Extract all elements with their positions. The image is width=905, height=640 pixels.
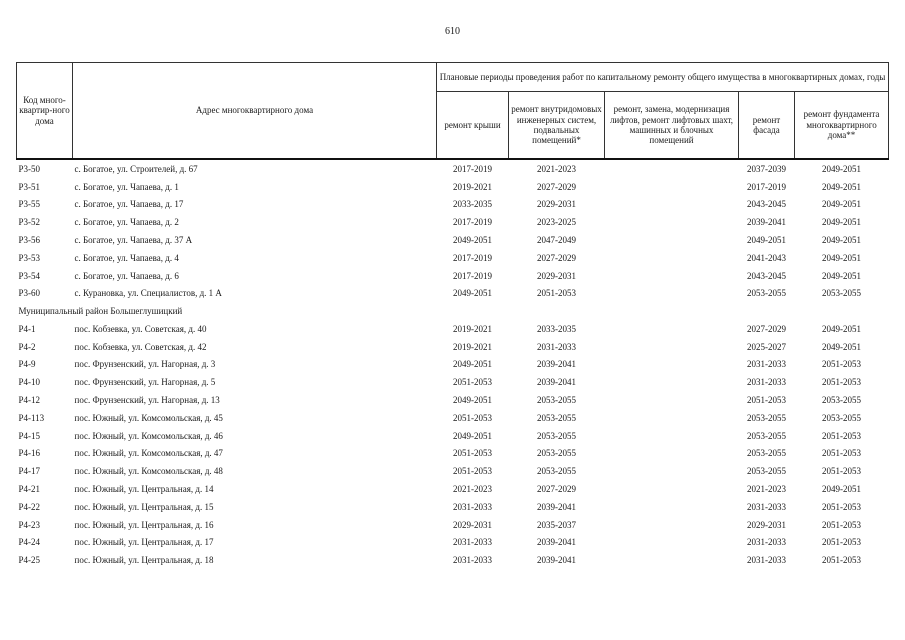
foundation-period-cell: 2051-2053 [822,359,862,370]
house-code-cell: Р4-25 [18,555,41,566]
address-cell: пос. Южный, ул. Комсомольская, д. 47 [74,448,223,459]
elevators-period-cell [605,338,739,356]
address-cell: пос. Фрунзенский, ул. Нагорная, д. 13 [74,395,220,406]
periods-group-header: Плановые периоды проведения работ по капитальному ремонту общего имущества в многоквартирных домах, годы [437,63,889,92]
engineering-period-cell: 2039-2041 [537,359,576,370]
address-cell: пос. Кобзевка, ул. Советская, д. 42 [74,341,207,352]
table-row [17,159,889,178]
house-code-cell: Р3-60 [18,288,41,299]
engineering-period-cell: 2021-2023 [537,163,576,174]
engineering-period-cell: 2033-2035 [537,323,576,334]
house-code-cell: Р3-54 [18,270,41,281]
engineering-period-cell: 2029-2031 [537,199,576,210]
facade-period-cell: 2053-2055 [747,448,786,459]
facade-period-cell: 2037-2039 [747,163,786,174]
house-code-cell: Р4-23 [18,519,41,530]
table-row [17,178,889,196]
elevators-period-cell [605,480,739,498]
facade-column-header: ремонт фасада [739,92,795,160]
address-cell: пос. Южный, ул. Комсомольская, д. 45 [74,412,223,423]
address-cell: с. Богатое, ул. Чапаева, д. 17 [74,199,184,210]
address-cell: с. Богатое, ул. Чапаева, д. 2 [74,217,179,228]
address-cell: пос. Южный, ул. Центральная, д. 14 [74,484,214,495]
elevators-period-cell [605,196,739,214]
engineering-period-cell: 2039-2041 [537,501,576,512]
roof-period-cell: 2017-2019 [453,163,492,174]
roof-period-cell: 2049-2051 [453,234,492,245]
elevators-column-header: ремонт, замена, модернизация лифтов, ремонт лифтовых шахт, машинных и блочных помещений [605,92,739,160]
engineering-period-cell: 2027-2029 [537,181,576,192]
address-cell: пос. Южный, ул. Центральная, д. 18 [74,555,214,566]
elevators-period-cell [605,285,739,303]
foundation-period-cell: 2051-2053 [822,537,862,548]
address-cell: пос. Фрунзенский, ул. Нагорная, д. 3 [74,359,216,370]
foundation-period-cell: 2053-2055 [822,412,862,423]
house-code-cell: Р4-16 [18,448,41,459]
roof-period-cell: 2019-2021 [453,323,492,334]
facade-period-cell: 2053-2055 [747,466,786,477]
address-cell: с. Богатое, ул. Чапаева, д. 37 А [74,234,193,245]
roof-period-cell: 2029-2031 [453,519,492,530]
address-cell: пос. Южный, ул. Центральная, д. 17 [74,537,214,548]
elevators-period-cell [605,498,739,516]
address-cell: пос. Южный, ул. Комсомольская, д. 48 [74,466,223,477]
facade-period-cell: 2031-2033 [747,359,786,370]
table-row [17,249,889,267]
foundation-period-cell: 2049-2051 [822,199,862,210]
table-row [17,534,889,552]
facade-period-cell: 2049-2051 [747,234,786,245]
address-cell: пос. Фрунзенский, ул. Нагорная, д. 5 [74,377,216,388]
facade-period-cell: 2043-2045 [747,270,786,281]
foundation-period-cell: 2049-2051 [822,217,862,228]
roof-column-header: ремонт крыши [437,92,509,160]
elevators-period-cell [605,320,739,338]
foundation-period-cell: 2049-2051 [822,270,862,281]
code-column-header: Код много-квартир-ного дома [17,63,73,160]
district-row [17,302,889,320]
house-code-cell: Р3-50 [18,163,41,174]
roof-period-cell: 2031-2033 [453,537,492,548]
facade-period-cell: 2041-2043 [747,252,786,263]
elevators-period-cell [605,427,739,445]
table-row [17,463,889,481]
engineering-period-cell: 2053-2055 [537,412,576,423]
elevators-period-cell [605,231,739,249]
house-code-cell: Р3-51 [18,181,41,192]
house-code-cell: Р4-113 [18,412,45,423]
elevators-period-cell [605,249,739,267]
engineering-period-cell: 2029-2031 [537,270,576,281]
address-cell: с. Богатое, ул. Чапаева, д. 6 [74,270,179,281]
table-row [17,409,889,427]
table-row [17,267,889,285]
engineering-period-cell: 2039-2041 [537,555,576,566]
foundation-period-cell: 2049-2051 [822,252,862,263]
district-name: Муниципальный район Большеглушицкий [18,306,183,317]
foundation-period-cell: 2053-2055 [822,288,862,299]
engineering-period-cell: 2039-2041 [537,537,576,548]
table-row [17,374,889,392]
elevators-period-cell [605,356,739,374]
address-column-header: Адрес многоквартирного дома [73,63,437,160]
elevators-period-cell [605,213,739,231]
elevators-period-cell [605,374,739,392]
facade-period-cell: 2053-2055 [747,430,786,441]
elevators-period-cell [605,463,739,481]
foundation-column-header: ремонт фундамента многоквартирного дома** [795,92,889,160]
elevators-period-cell [605,552,739,570]
roof-period-cell: 2017-2019 [453,252,492,263]
house-code-cell: Р3-55 [18,199,41,210]
facade-period-cell: 2025-2027 [747,341,786,352]
table-row [17,480,889,498]
roof-period-cell: 2051-2053 [453,377,492,388]
foundation-period-cell: 2049-2051 [822,323,862,334]
facade-period-cell: 2021-2023 [747,484,786,495]
house-code-cell: Р4-2 [18,341,36,352]
facade-period-cell: 2031-2033 [747,555,786,566]
roof-period-cell: 2017-2019 [453,217,492,228]
engineering-period-cell: 2053-2055 [537,466,576,477]
facade-period-cell: 2031-2033 [747,537,786,548]
elevators-period-cell [605,534,739,552]
house-code-cell: Р4-9 [18,359,36,370]
engineering-period-cell: 2053-2055 [537,448,576,459]
table-row [17,427,889,445]
engineering-column-header: ремонт внутридомовых инженерных систем, подвальных помещений* [509,92,605,160]
foundation-period-cell: 2051-2053 [822,555,862,566]
elevators-period-cell [605,267,739,285]
address-cell: пос. Кобзевка, ул. Советская, д. 40 [74,323,207,334]
table-row [17,196,889,214]
table-row [17,445,889,463]
engineering-period-cell: 2053-2055 [537,395,576,406]
house-code-cell: Р3-56 [18,234,41,245]
facade-period-cell: 2017-2019 [747,181,786,192]
roof-period-cell: 2049-2051 [453,430,492,441]
table-row [17,320,889,338]
address-cell: с. Богатое, ул. Чапаева, д. 4 [74,252,179,263]
elevators-period-cell [605,178,739,196]
facade-period-cell: 2053-2055 [747,412,786,423]
table-body [17,159,889,569]
elevators-period-cell [605,445,739,463]
table-row [17,285,889,303]
foundation-period-cell: 2051-2053 [822,430,862,441]
facade-period-cell: 2043-2045 [747,199,786,210]
facade-period-cell: 2039-2041 [747,217,786,228]
foundation-period-cell: 2049-2051 [822,181,862,192]
engineering-period-cell: 2031-2033 [537,341,576,352]
roof-period-cell: 2017-2019 [453,270,492,281]
facade-period-cell: 2053-2055 [747,288,786,299]
house-code-cell: Р4-21 [18,484,41,495]
house-code-cell: Р4-24 [18,537,41,548]
house-code-cell: Р3-53 [18,252,41,263]
engineering-period-cell: 2027-2029 [537,252,576,263]
facade-period-cell: 2051-2053 [747,395,786,406]
facade-period-cell: 2031-2033 [747,377,786,388]
roof-period-cell: 2021-2023 [453,484,492,495]
roof-period-cell: 2051-2053 [453,448,492,459]
roof-period-cell: 2051-2053 [453,466,492,477]
house-code-cell: Р4-15 [18,430,41,441]
foundation-period-cell: 2049-2051 [822,341,862,352]
table-row [17,516,889,534]
address-cell: с. Богатое, ул. Чапаева, д. 1 [74,181,179,192]
elevators-period-cell [605,159,739,178]
house-code-cell: Р4-22 [18,501,41,512]
facade-period-cell: 2029-2031 [747,519,786,530]
address-cell: с. Богатое, ул. Строителей, д. 67 [74,163,198,174]
facade-period-cell: 2027-2029 [747,323,786,334]
roof-period-cell: 2051-2053 [453,412,492,423]
page-number: 610 [445,26,460,37]
foundation-period-cell: 2053-2055 [822,395,862,406]
house-code-cell: Р4-12 [18,395,41,406]
roof-period-cell: 2019-2021 [453,181,492,192]
address-cell: с. Курановка, ул. Специалистов, д. 1 А [74,288,222,299]
roof-period-cell: 2049-2051 [453,395,492,406]
facade-period-cell: 2031-2033 [747,501,786,512]
foundation-period-cell: 2051-2053 [822,466,862,477]
foundation-period-cell: 2051-2053 [822,519,862,530]
house-code-cell: Р4-10 [18,377,41,388]
table-row [17,338,889,356]
house-code-cell: Р4-17 [18,466,41,477]
address-cell: пос. Южный, ул. Центральная, д. 16 [74,519,214,530]
table-row [17,552,889,570]
engineering-period-cell: 2035-2037 [537,519,576,530]
elevators-period-cell [605,391,739,409]
roof-period-cell: 2033-2035 [453,199,492,210]
engineering-period-cell: 2051-2053 [537,288,576,299]
address-cell: пос. Южный, ул. Комсомольская, д. 46 [74,430,223,441]
house-code-cell: Р4-1 [18,323,36,334]
repair-schedule-table [16,62,889,569]
foundation-period-cell: 2049-2051 [822,484,862,495]
elevators-period-cell [605,516,739,534]
table-row [17,498,889,516]
foundation-period-cell: 2051-2053 [822,448,862,459]
foundation-period-cell: 2051-2053 [822,501,862,512]
address-cell: пос. Южный, ул. Центральная, д. 15 [74,501,214,512]
roof-period-cell: 2049-2051 [453,288,492,299]
roof-period-cell: 2049-2051 [453,359,492,370]
table-header [17,63,889,160]
engineering-period-cell: 2039-2041 [537,377,576,388]
roof-period-cell: 2031-2033 [453,555,492,566]
foundation-period-cell: 2049-2051 [822,163,862,174]
engineering-period-cell: 2053-2055 [537,430,576,441]
house-code-cell: Р3-52 [18,217,41,228]
engineering-period-cell: 2023-2025 [537,217,576,228]
table-row [17,391,889,409]
engineering-period-cell: 2027-2029 [537,484,576,495]
roof-period-cell: 2031-2033 [453,501,492,512]
table-row [17,356,889,374]
foundation-period-cell: 2049-2051 [822,234,862,245]
engineering-period-cell: 2047-2049 [537,234,576,245]
table-row [17,231,889,249]
table-row [17,213,889,231]
elevators-period-cell [605,409,739,427]
roof-period-cell: 2019-2021 [453,341,492,352]
foundation-period-cell: 2051-2053 [822,377,862,388]
